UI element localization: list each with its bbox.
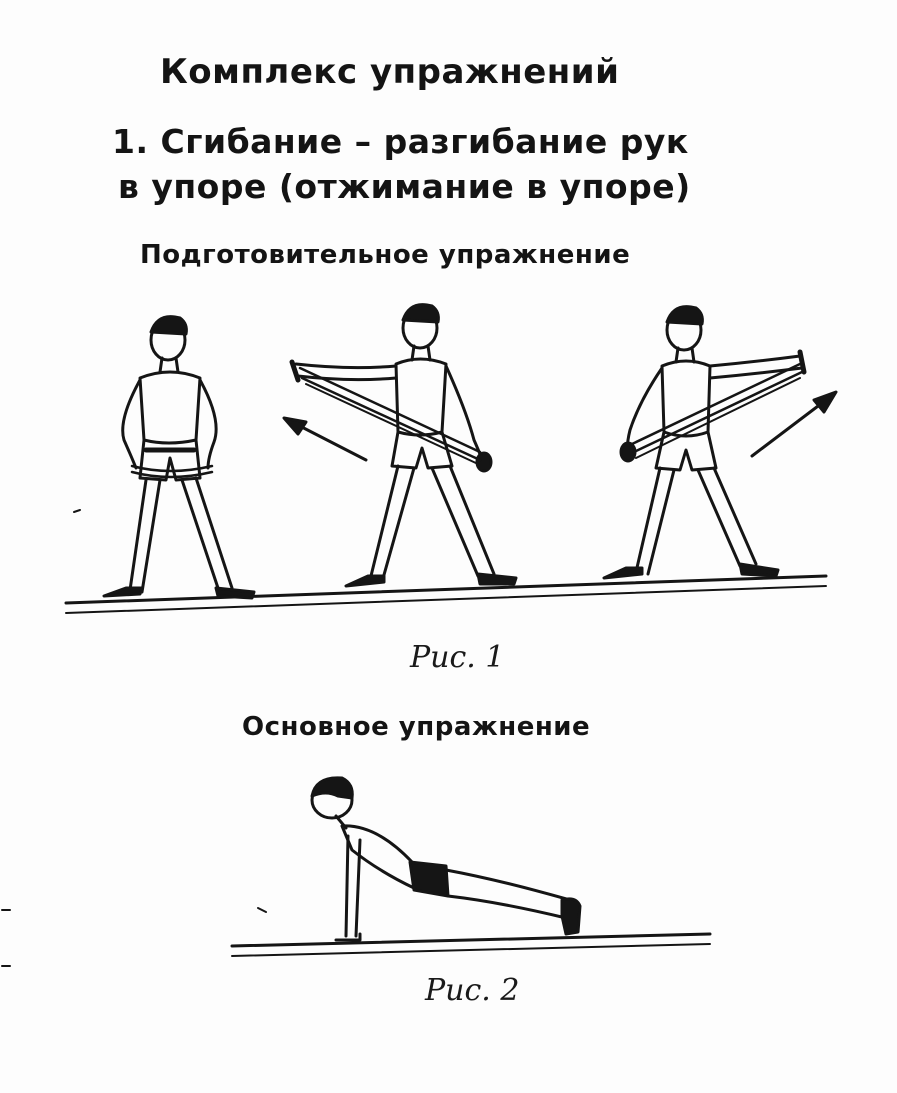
exercise-title-line-2: в упоре (отжимание в упоре) xyxy=(118,167,691,206)
standing-person-band-left-icon xyxy=(284,305,516,586)
scan-artifact-marks-icon xyxy=(2,510,266,966)
push-up-person-icon xyxy=(312,778,580,940)
figure-1-caption: Рис. 1 xyxy=(410,640,505,675)
exercise-title-line-1: 1. Сгибание – разгибание рук xyxy=(112,122,689,161)
preparatory-exercise-heading: Подготовительное упражнение xyxy=(140,240,631,270)
standing-person-band-low-icon xyxy=(104,317,254,598)
fig2-ground-lines-icon xyxy=(232,934,710,956)
page-title: Комплекс упражнений xyxy=(160,52,620,92)
main-exercise-heading: Основное упражнение xyxy=(242,712,591,742)
standing-person-band-right-icon xyxy=(604,307,836,578)
figure-2-caption: Рис. 2 xyxy=(425,973,520,1008)
fig1-ground-lines-icon xyxy=(66,576,826,613)
